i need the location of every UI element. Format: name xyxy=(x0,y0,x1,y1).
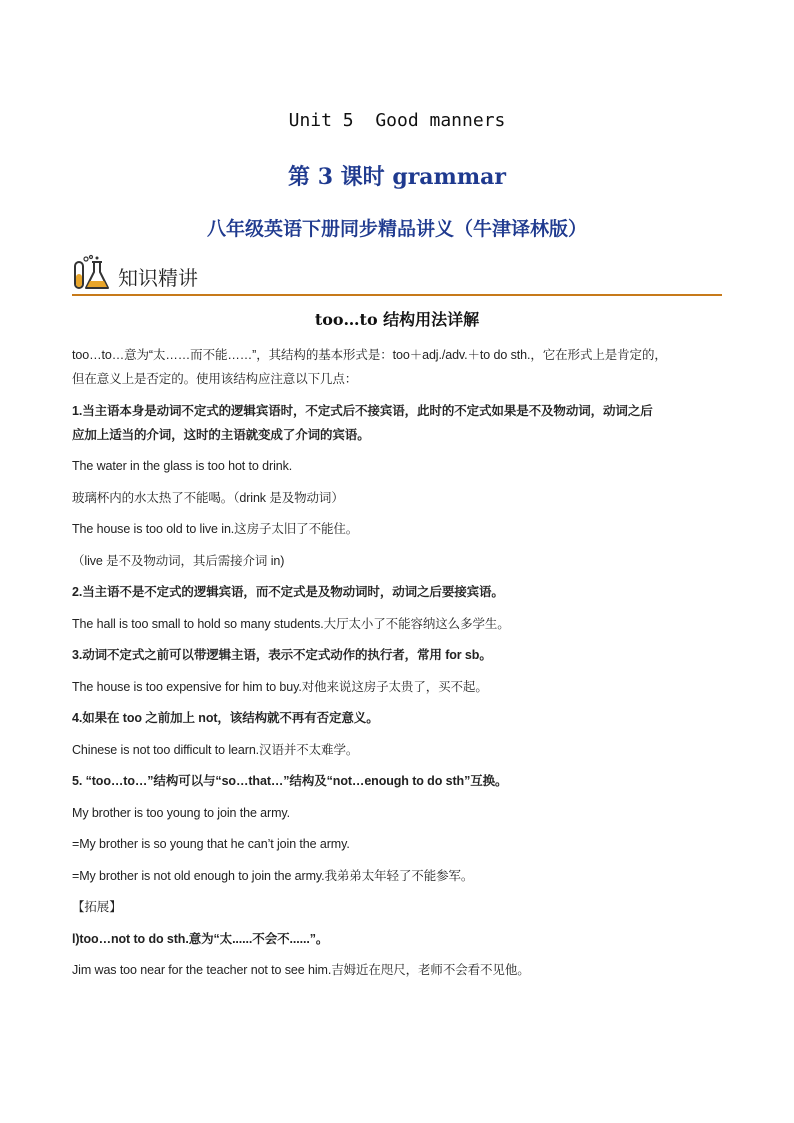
example-translation: 玻璃杯内的水太热了不能喝。（drink 是及物动词） xyxy=(72,490,344,505)
rule-heading: 5. “too…to…”结构可以与“so…that…”结构及“not…enough to do sth”互换。 xyxy=(72,774,508,788)
series-title: 八年级英语下册同步精品讲义（牛津译林版） xyxy=(206,218,587,240)
content-body xyxy=(72,343,736,990)
rule-heading: 2.当主语不是不定式的逻辑宾语，而不定式是及物动词时，动词之后要接宾语。 xyxy=(72,585,504,599)
example-sentence: My brother is too young to join the army. xyxy=(72,805,290,820)
section-header xyxy=(72,254,722,294)
rule-heading: 4.如果在 too 之前加上 not，该结构就不再有否定意义。 xyxy=(72,711,379,725)
lab-flask-icon xyxy=(72,254,112,294)
example-sentence: The house is too expensive for him to buy.对他来说这房子太贵了，买不起。 xyxy=(72,679,488,694)
intro-line: 但在意义上是否定的。使用该结构应注意以下几点： xyxy=(72,372,358,386)
section-divider xyxy=(72,294,722,296)
intro-line: too…to…意为“太……而不能……”，其结构的基本形式是：too＋adj./adv.＋to do sth.，它在形式上是肯定的， xyxy=(72,348,667,362)
example-sentence: Jim was too near for the teacher not to see him.吉姆近在咫尺，老师不会看不见他。 xyxy=(72,963,530,977)
example-sentence: =My brother is not old enough to join the army.我弟弟太年轻了不能参军。 xyxy=(72,868,474,883)
unit-title: Unit 5 Good manners xyxy=(288,110,506,131)
rule-heading: 应加上适当的介词，这时的主语就变成了介词的宾语。 xyxy=(72,427,370,442)
section-label: 知识精讲 xyxy=(118,266,198,290)
rule-heading: 3.动词不定式之前可以带逻辑主语，表示不定式动作的执行者，常用 for sb。 xyxy=(72,648,492,662)
example-sentence: The house is too old to live in.这房子太旧了不能住。 xyxy=(72,522,359,536)
extension-label: 【拓展】 xyxy=(72,900,122,914)
lesson-title: 第 3 课时 grammar xyxy=(288,164,506,190)
example-sentence: =My brother is so young that he can’t join the army. xyxy=(72,837,350,851)
rule-heading: l)too…not to do sth.意为“太......不会不......”。 xyxy=(72,931,329,946)
example-sentence: The hall is too small to hold so many students.大厅太小了不能容纳这么多学生。 xyxy=(72,616,510,631)
example-note: （live 是不及物动词，其后需接介词 in) xyxy=(72,553,285,568)
example-sentence: Chinese is not too difficult to learn.汉语并不太难学。 xyxy=(72,742,359,757)
topic-title: too…to 结构用法详解 xyxy=(314,310,480,329)
example-sentence: The water in the glass is too hot to drink. xyxy=(72,459,293,473)
rule-heading: 1.当主语本身是动词不定式的逻辑宾语时，不定式后不接宾语，此时的不定式如果是不及物动词，动词之后 xyxy=(72,403,653,418)
